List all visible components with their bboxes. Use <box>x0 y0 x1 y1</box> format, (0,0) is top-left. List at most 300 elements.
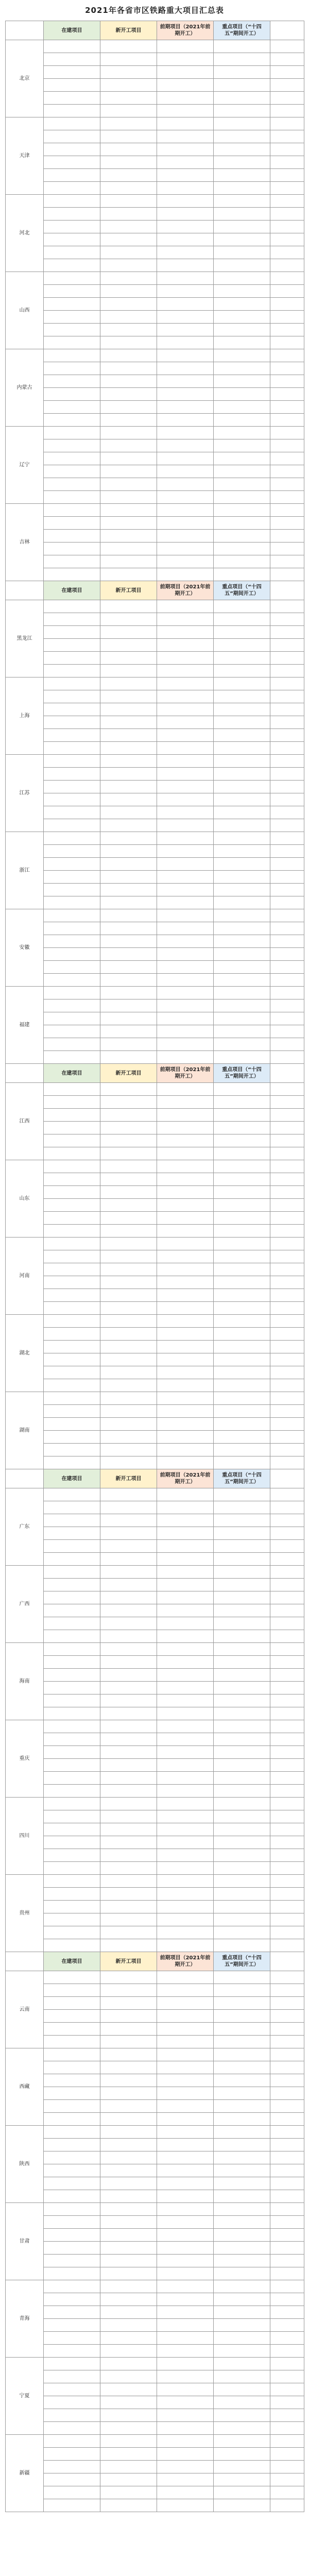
project-cell-planned <box>157 1926 214 1939</box>
project-cell-new-start <box>100 1720 157 1733</box>
project-cell-blank <box>270 1823 304 1836</box>
table-row <box>6 1591 304 1604</box>
table-row <box>6 1759 304 1772</box>
project-cell-under-construction <box>44 130 100 143</box>
table-row <box>6 465 304 478</box>
project-cell-planned <box>157 2048 214 2061</box>
project-cell-new-start <box>100 1579 157 1591</box>
project-cell-five-year <box>214 1328 270 1341</box>
project-cell-under-construction <box>44 2229 100 2242</box>
section-header-row <box>6 21 304 40</box>
project-cell-under-construction <box>44 1540 100 1553</box>
project-cell-five-year <box>214 2010 270 2023</box>
region-cell: 内蒙古 <box>6 349 44 427</box>
project-cell-planned <box>157 1315 214 1328</box>
project-cell-blank <box>270 414 304 427</box>
table-row <box>6 1250 304 1263</box>
project-cell-planned <box>157 1302 214 1315</box>
project-cell-blank <box>270 1901 304 1913</box>
project-cell-blank <box>270 40 304 53</box>
project-cell-new-start <box>100 2448 157 2461</box>
project-cell-planned <box>157 1579 214 1591</box>
project-cell-planned <box>157 613 214 626</box>
project-cell-new-start <box>100 1656 157 1669</box>
project-cell-five-year <box>214 2332 270 2345</box>
project-cell-blank <box>270 1160 304 1173</box>
table-row <box>6 2216 304 2229</box>
project-cell-five-year <box>214 1514 270 1527</box>
project-cell-five-year <box>214 1341 270 1353</box>
section-header-row <box>6 1469 304 1488</box>
project-cell-under-construction <box>44 336 100 349</box>
project-cell-five-year <box>214 1276 270 1289</box>
project-cell-under-construction <box>44 2010 100 2023</box>
table-row <box>6 2306 304 2319</box>
table-row <box>6 2345 304 2358</box>
table-row <box>6 768 304 781</box>
project-cell-new-start <box>100 105 157 117</box>
project-cell-blank <box>270 1238 304 1250</box>
project-cell-blank <box>270 755 304 768</box>
project-cell-under-construction <box>44 182 100 195</box>
table-row <box>6 272 304 285</box>
project-cell-blank <box>270 716 304 729</box>
project-cell-five-year <box>214 375 270 388</box>
table-row <box>6 2036 304 2048</box>
project-cell-planned <box>157 1051 214 1064</box>
table-row <box>6 2473 304 2486</box>
project-cell-new-start <box>100 1250 157 1263</box>
project-cell-under-construction <box>44 2486 100 2499</box>
table-row <box>6 2255 304 2267</box>
header-cell-planned: 前期项目（2021年前期开工） <box>157 581 214 600</box>
project-cell-new-start <box>100 285 157 298</box>
project-cell-five-year <box>214 793 270 806</box>
project-cell-planned <box>157 2267 214 2280</box>
table-row <box>6 1431 304 1444</box>
project-cell-new-start <box>100 491 157 504</box>
project-cell-five-year <box>214 858 270 871</box>
region-cell: 广东 <box>6 1488 44 1566</box>
project-cell-blank <box>270 2100 304 2113</box>
project-cell-five-year <box>214 1527 270 1540</box>
header-cell-under-construction: 在建项目 <box>44 581 100 600</box>
project-cell-under-construction <box>44 349 100 362</box>
project-cell-planned <box>157 961 214 974</box>
project-cell-blank <box>270 1173 304 1186</box>
project-cell-under-construction <box>44 755 100 768</box>
project-cell-under-construction <box>44 1488 100 1501</box>
project-cell-blank <box>270 1263 304 1276</box>
project-cell-blank <box>270 169 304 182</box>
project-cell-under-construction <box>44 819 100 832</box>
project-cell-blank <box>270 703 304 716</box>
page-title: 2021年各省市区铁路重大项目汇总表 <box>85 6 224 15</box>
table-row <box>6 871 304 884</box>
project-cell-five-year <box>214 414 270 427</box>
project-cell-under-construction <box>44 1656 100 1669</box>
table-row <box>6 793 304 806</box>
project-cell-under-construction <box>44 742 100 755</box>
project-cell-new-start <box>100 1431 157 1444</box>
project-cell-new-start <box>100 2383 157 2396</box>
project-cell-new-start <box>100 1971 157 1984</box>
project-cell-under-construction <box>44 987 100 999</box>
header-cell-under-construction: 在建项目 <box>44 1952 100 1971</box>
table-row <box>6 652 304 665</box>
project-cell-blank <box>270 2396 304 2409</box>
project-cell-under-construction <box>44 690 100 703</box>
project-cell-planned <box>157 221 214 233</box>
project-cell-five-year <box>214 439 270 452</box>
project-cell-under-construction <box>44 298 100 311</box>
project-cell-blank <box>270 2267 304 2280</box>
project-cell-blank <box>270 961 304 974</box>
project-cell-five-year <box>214 729 270 742</box>
project-cell-new-start <box>100 871 157 884</box>
project-cell-new-start <box>100 362 157 375</box>
project-cell-under-construction <box>44 1553 100 1566</box>
project-cell-new-start <box>100 2358 157 2370</box>
project-cell-five-year <box>214 1289 270 1302</box>
project-cell-new-start <box>100 2473 157 2486</box>
project-cell-new-start <box>100 1096 157 1109</box>
project-cell-blank <box>270 2087 304 2100</box>
project-cell-blank <box>270 1315 304 1328</box>
project-cell-blank <box>270 1984 304 1997</box>
project-cell-planned <box>157 2435 214 2448</box>
project-cell-blank <box>270 530 304 543</box>
project-cell-blank <box>270 375 304 388</box>
project-cell-under-construction <box>44 2319 100 2332</box>
project-cell-five-year <box>214 1025 270 1038</box>
table-row <box>6 1289 304 1302</box>
project-cell-under-construction <box>44 1276 100 1289</box>
project-cell-under-construction <box>44 948 100 961</box>
project-cell-blank <box>270 1225 304 1238</box>
project-cell-under-construction <box>44 909 100 922</box>
project-cell-under-construction <box>44 414 100 427</box>
project-cell-blank <box>270 1772 304 1785</box>
project-cell-blank <box>270 1289 304 1302</box>
project-cell-five-year <box>214 1250 270 1263</box>
table-row <box>6 1134 304 1147</box>
project-cell-blank <box>270 1694 304 1707</box>
project-cell-planned <box>157 53 214 66</box>
project-cell-blank <box>270 819 304 832</box>
project-cell-under-construction <box>44 1173 100 1186</box>
project-cell-five-year <box>214 2100 270 2113</box>
project-cell-under-construction <box>44 2332 100 2345</box>
project-cell-under-construction <box>44 1901 100 1913</box>
project-cell-new-start <box>100 2139 157 2151</box>
project-cell-new-start <box>100 401 157 414</box>
project-cell-blank <box>270 1862 304 1875</box>
project-cell-planned <box>157 1630 214 1643</box>
project-cell-new-start <box>100 2087 157 2100</box>
project-cell-new-start <box>100 922 157 935</box>
project-cell-blank <box>270 690 304 703</box>
project-cell-blank <box>270 1669 304 1682</box>
table-row <box>6 600 304 613</box>
project-cell-planned <box>157 195 214 208</box>
project-cell-blank <box>270 311 304 324</box>
project-cell-five-year <box>214 1862 270 1875</box>
region-cell: 湖南 <box>6 1392 44 1469</box>
header-cell-new-start: 新开工项目 <box>100 1064 157 1083</box>
project-cell-five-year <box>214 1405 270 1418</box>
region-cell: 江苏 <box>6 755 44 832</box>
section-header-row <box>6 1952 304 1971</box>
project-cell-new-start <box>100 375 157 388</box>
table-row <box>6 530 304 543</box>
table-row <box>6 1366 304 1379</box>
table-row <box>6 1772 304 1785</box>
project-cell-new-start <box>100 40 157 53</box>
project-cell-blank <box>270 2370 304 2383</box>
project-cell-planned <box>157 1012 214 1025</box>
project-cell-new-start <box>100 504 157 517</box>
header-cell-new-start: 新开工项目 <box>100 21 157 40</box>
project-cell-five-year <box>214 2409 270 2422</box>
project-cell-planned <box>157 1939 214 1952</box>
table-row <box>6 543 304 555</box>
project-cell-blank <box>270 2499 304 2512</box>
project-cell-new-start <box>100 909 157 922</box>
project-cell-blank <box>270 2023 304 2036</box>
project-cell-blank <box>270 832 304 845</box>
table-row <box>6 665 304 677</box>
project-cell-new-start <box>100 858 157 871</box>
project-cell-new-start <box>100 1746 157 1759</box>
project-cell-under-construction <box>44 1353 100 1366</box>
project-cell-five-year <box>214 143 270 156</box>
project-cell-planned <box>157 755 214 768</box>
project-cell-new-start <box>100 1810 157 1823</box>
table-row <box>6 143 304 156</box>
project-cell-blank <box>270 652 304 665</box>
project-cell-planned <box>157 1212 214 1225</box>
project-cell-new-start <box>100 2242 157 2255</box>
project-cell-planned <box>157 768 214 781</box>
project-cell-new-start <box>100 1315 157 1328</box>
project-cell-under-construction <box>44 2242 100 2255</box>
project-cell-blank <box>270 452 304 465</box>
table-row <box>6 285 304 298</box>
project-cell-planned <box>157 298 214 311</box>
project-cell-five-year <box>214 233 270 246</box>
project-cell-five-year <box>214 2061 270 2074</box>
project-cell-planned <box>157 2023 214 2036</box>
project-cell-blank <box>270 2332 304 2345</box>
table-row <box>6 626 304 639</box>
header-cell-new-start: 新开工项目 <box>100 1952 157 1971</box>
project-cell-blank <box>270 2036 304 2048</box>
project-cell-five-year <box>214 555 270 568</box>
project-cell-planned <box>157 1862 214 1875</box>
project-cell-planned <box>157 452 214 465</box>
project-cell-under-construction <box>44 1038 100 1051</box>
project-cell-blank <box>270 1096 304 1109</box>
project-cell-five-year <box>214 1302 270 1315</box>
project-cell-blank <box>270 568 304 581</box>
region-cell: 河北 <box>6 195 44 272</box>
project-cell-under-construction <box>44 1579 100 1591</box>
project-cell-under-construction <box>44 2255 100 2267</box>
project-cell-blank <box>270 922 304 935</box>
project-cell-blank <box>270 465 304 478</box>
table-row <box>6 2486 304 2499</box>
table-row <box>6 1862 304 1875</box>
project-cell-new-start <box>100 1051 157 1064</box>
project-cell-new-start <box>100 2422 157 2435</box>
table-row <box>6 105 304 117</box>
header-cell-five-year: 重点项目（“十四五”期间开工） <box>214 1064 270 1083</box>
project-cell-under-construction <box>44 2087 100 2100</box>
project-cell-five-year <box>214 2280 270 2293</box>
region-cell: 云南 <box>6 1971 44 2048</box>
project-cell-five-year <box>214 272 270 285</box>
project-cell-planned <box>157 439 214 452</box>
project-cell-new-start <box>100 2190 157 2203</box>
project-cell-five-year <box>214 677 270 690</box>
project-cell-under-construction <box>44 208 100 221</box>
project-cell-new-start <box>100 1553 157 1566</box>
project-cell-planned <box>157 504 214 517</box>
project-cell-blank <box>270 1212 304 1225</box>
project-cell-five-year <box>214 1617 270 1630</box>
project-cell-under-construction <box>44 1759 100 1772</box>
project-cell-under-construction <box>44 1669 100 1682</box>
table-row <box>6 1669 304 1682</box>
project-cell-new-start <box>100 961 157 974</box>
table-row <box>6 1694 304 1707</box>
project-cell-new-start <box>100 1501 157 1514</box>
project-cell-planned <box>157 1083 214 1096</box>
project-cell-planned <box>157 690 214 703</box>
project-cell-new-start <box>100 639 157 652</box>
header-cell-five-year: 重点项目（“十四五”期间开工） <box>214 581 270 600</box>
header-cell-under-construction: 在建项目 <box>44 1064 100 1083</box>
project-cell-planned <box>157 1913 214 1926</box>
table-row <box>6 2048 304 2061</box>
project-cell-under-construction <box>44 1682 100 1694</box>
project-cell-planned <box>157 2177 214 2190</box>
project-cell-blank <box>270 999 304 1012</box>
project-cell-planned <box>157 2216 214 2229</box>
project-cell-new-start <box>100 1025 157 1038</box>
table-row <box>6 117 304 130</box>
project-cell-under-construction <box>44 1199 100 1212</box>
project-cell-five-year <box>214 336 270 349</box>
project-cell-five-year <box>214 543 270 555</box>
project-cell-new-start <box>100 543 157 555</box>
project-cell-under-construction <box>44 1456 100 1469</box>
project-cell-blank <box>270 948 304 961</box>
project-cell-five-year <box>214 246 270 259</box>
project-cell-blank <box>270 781 304 793</box>
project-cell-under-construction <box>44 1289 100 1302</box>
project-cell-blank <box>270 1810 304 1823</box>
project-cell-planned <box>157 427 214 439</box>
project-cell-blank <box>270 324 304 336</box>
project-cell-planned <box>157 2370 214 2383</box>
project-cell-five-year <box>214 742 270 755</box>
table-row <box>6 1096 304 1109</box>
project-cell-blank <box>270 79 304 92</box>
project-cell-planned <box>157 1901 214 1913</box>
project-cell-five-year <box>214 716 270 729</box>
project-cell-five-year <box>214 221 270 233</box>
project-cell-five-year <box>214 1501 270 1514</box>
project-cell-five-year <box>214 1746 270 1759</box>
region-cell: 重庆 <box>6 1720 44 1798</box>
table-row <box>6 208 304 221</box>
project-cell-new-start <box>100 1186 157 1199</box>
project-cell-under-construction <box>44 2422 100 2435</box>
region-cell: 河南 <box>6 1238 44 1315</box>
project-cell-planned <box>157 2074 214 2087</box>
project-cell-new-start <box>100 1643 157 1656</box>
table-row <box>6 1341 304 1353</box>
project-cell-blank <box>270 2190 304 2203</box>
table-row <box>6 1682 304 1694</box>
project-cell-new-start <box>100 2216 157 2229</box>
project-cell-new-start <box>100 1238 157 1250</box>
project-cell-blank <box>270 845 304 858</box>
project-cell-blank <box>270 1785 304 1798</box>
project-cell-planned <box>157 2190 214 2203</box>
project-cell-under-construction <box>44 1823 100 1836</box>
region-cell: 贵州 <box>6 1875 44 1952</box>
project-cell-new-start <box>100 1939 157 1952</box>
project-cell-planned <box>157 1134 214 1147</box>
table-row <box>6 1160 304 1173</box>
project-cell-planned <box>157 1707 214 1720</box>
project-cell-five-year <box>214 182 270 195</box>
project-cell-under-construction <box>44 233 100 246</box>
project-cell-planned <box>157 935 214 948</box>
project-cell-blank <box>270 639 304 652</box>
project-cell-five-year <box>214 2203 270 2216</box>
region-cell: 安徽 <box>6 909 44 987</box>
project-cell-blank <box>270 349 304 362</box>
project-cell-new-start <box>100 452 157 465</box>
project-cell-blank <box>270 195 304 208</box>
project-cell-blank <box>270 2061 304 2074</box>
header-cell-blank <box>270 1952 304 1971</box>
project-cell-planned <box>157 2242 214 2255</box>
project-cell-five-year <box>214 999 270 1012</box>
project-cell-new-start <box>100 427 157 439</box>
project-cell-planned <box>157 1418 214 1431</box>
project-cell-blank <box>270 974 304 987</box>
project-cell-blank <box>270 233 304 246</box>
project-cell-under-construction <box>44 2435 100 2448</box>
projects-table <box>5 21 304 2512</box>
project-cell-under-construction <box>44 362 100 375</box>
region-cell: 海南 <box>6 1643 44 1720</box>
project-cell-under-construction <box>44 66 100 79</box>
table-row <box>6 182 304 195</box>
project-cell-new-start <box>100 2151 157 2164</box>
project-cell-five-year <box>214 961 270 974</box>
project-cell-blank <box>270 298 304 311</box>
project-cell-planned <box>157 2486 214 2499</box>
project-cell-five-year <box>214 1263 270 1276</box>
project-cell-under-construction <box>44 1186 100 1199</box>
project-cell-under-construction <box>44 999 100 1012</box>
